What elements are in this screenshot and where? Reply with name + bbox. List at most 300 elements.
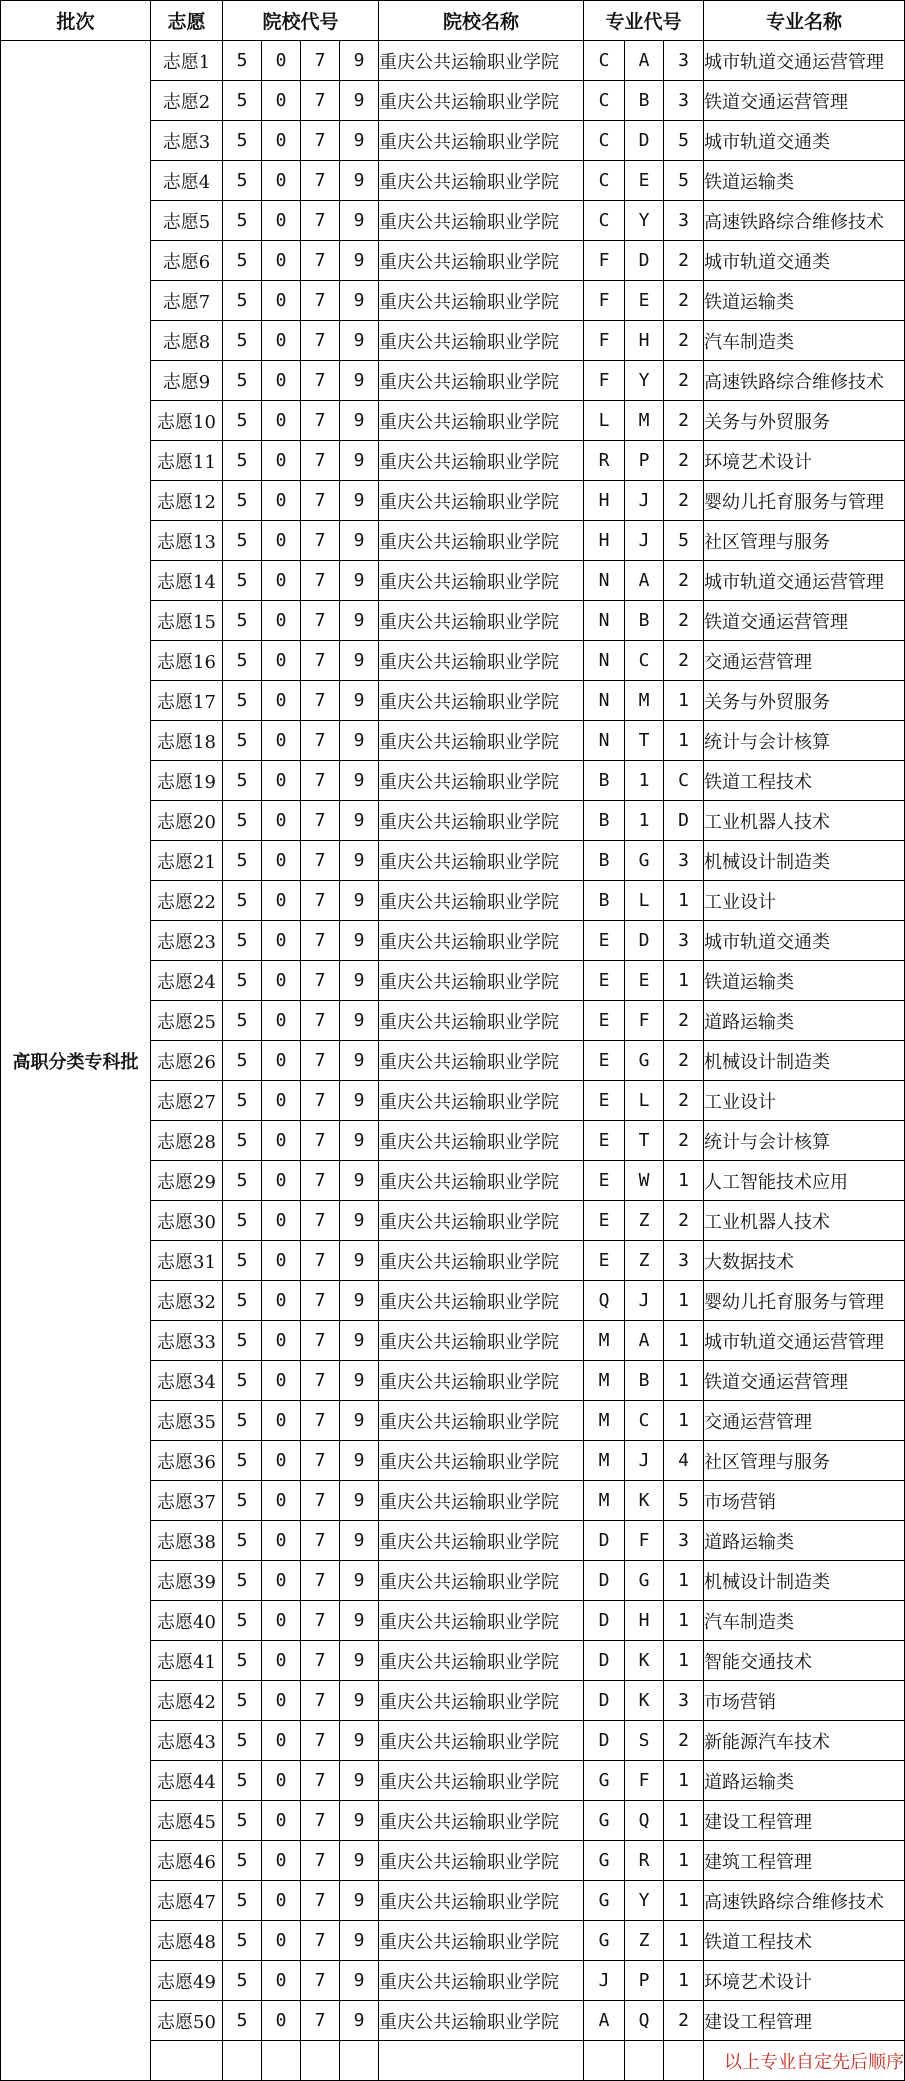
order-cell: 志愿15 [151,601,223,641]
school-code-digit: 7 [301,1441,340,1481]
order-cell: 志愿32 [151,1281,223,1321]
major-code-char: M [625,681,664,721]
school-code-digit: 7 [301,1161,340,1201]
school-code-digit: 5 [223,1161,262,1201]
order-cell: 志愿50 [151,2001,223,2041]
school-code-digit: 7 [301,921,340,961]
major-name-cell: 铁道交通运营管理 [704,81,905,121]
major-code-char: P [625,1961,664,2001]
major-code-char: D [584,1721,625,1761]
major-code-char: E [584,1201,625,1241]
school-code-digit: 9 [340,41,379,81]
school-code-digit: 5 [223,1441,262,1481]
school-code-digit: 9 [340,721,379,761]
school-code-digit: 0 [262,1921,301,1961]
school-code-digit: 7 [301,641,340,681]
school-code-digit: 9 [340,361,379,401]
school-code-digit: 0 [262,481,301,521]
school-code-digit: 5 [223,1281,262,1321]
major-code-char: 5 [664,1481,704,1521]
school-code-digit: 5 [223,2001,262,2041]
major-name-cell: 铁道工程技术 [704,1921,905,1961]
order-cell: 志愿8 [151,321,223,361]
school-code-digit: 9 [340,1201,379,1241]
order-cell: 志愿17 [151,681,223,721]
major-code-char: 5 [664,161,704,201]
major-code-char: F [584,281,625,321]
major-name-cell: 城市轨道交通类 [704,921,905,961]
school-code-digit: 9 [340,1401,379,1441]
header-school-code: 院校代号 [223,1,379,41]
school-code-digit: 0 [262,281,301,321]
school-code-digit: 9 [340,1441,379,1481]
school-code-digit: 7 [301,1121,340,1161]
school-code-digit: 5 [223,1561,262,1601]
school-code-digit: 0 [262,441,301,481]
major-code-char: A [625,41,664,81]
order-cell: 志愿26 [151,1041,223,1081]
school-code-digit: 0 [262,1361,301,1401]
school-code-digit: 0 [262,401,301,441]
major-code-char: 3 [664,841,704,881]
school-code-digit: 5 [223,1841,262,1881]
major-code-char: F [625,1521,664,1561]
major-code-char: 1 [664,1161,704,1201]
major-code-char: E [584,1081,625,1121]
school-code-digit: 0 [262,41,301,81]
school-code-digit: 0 [262,1441,301,1481]
school-code-digit: 5 [223,921,262,961]
school-code-digit: 0 [262,201,301,241]
order-cell: 志愿46 [151,1841,223,1881]
major-code-char: E [584,1161,625,1201]
school-code-digit: 0 [262,1841,301,1881]
school-code-digit: 9 [340,1081,379,1121]
batch-cell: 高职分类专科批 [1,41,151,2081]
major-name-cell: 城市轨道交通类 [704,241,905,281]
school-code-digit: 0 [262,1681,301,1721]
order-cell: 志愿5 [151,201,223,241]
school-code-digit: 9 [340,201,379,241]
school-code-digit: 7 [301,1961,340,2001]
school-code-digit: 5 [223,81,262,121]
major-code-char: N [584,561,625,601]
major-code-char: T [625,1121,664,1161]
empty-cell [223,2041,262,2081]
major-code-char: J [625,1281,664,1321]
major-name-cell: 机械设计制造类 [704,841,905,881]
order-cell: 志愿37 [151,1481,223,1521]
school-name-cell: 重庆公共运输职业学院 [379,841,584,881]
school-code-digit: 0 [262,561,301,601]
school-code-digit: 9 [340,241,379,281]
major-code-char: R [584,441,625,481]
school-code-digit: 0 [262,1481,301,1521]
school-name-cell: 重庆公共运输职业学院 [379,1321,584,1361]
major-name-cell: 铁道运输类 [704,161,905,201]
order-cell: 志愿42 [151,1681,223,1721]
school-code-digit: 0 [262,1561,301,1601]
major-code-char: E [625,961,664,1001]
school-code-digit: 9 [340,1681,379,1721]
major-code-char: D [625,921,664,961]
school-name-cell: 重庆公共运输职业学院 [379,121,584,161]
school-name-cell: 重庆公共运输职业学院 [379,1521,584,1561]
major-code-char: C [584,121,625,161]
order-cell: 志愿34 [151,1361,223,1401]
school-name-cell: 重庆公共运输职业学院 [379,1241,584,1281]
major-code-char: C [664,761,704,801]
school-code-digit: 9 [340,161,379,201]
school-name-cell: 重庆公共运输职业学院 [379,1601,584,1641]
major-code-char: Z [625,1921,664,1961]
school-code-digit: 0 [262,1641,301,1681]
order-cell: 志愿2 [151,81,223,121]
major-code-char: G [625,1041,664,1081]
school-code-digit: 9 [340,1921,379,1961]
school-code-digit: 5 [223,1401,262,1441]
major-code-char: Y [625,361,664,401]
major-name-cell: 社区管理与服务 [704,1441,905,1481]
school-code-digit: 5 [223,841,262,881]
school-name-cell: 重庆公共运输职业学院 [379,521,584,561]
school-code-digit: 5 [223,1001,262,1041]
school-code-digit: 0 [262,1161,301,1201]
school-name-cell: 重庆公共运输职业学院 [379,1921,584,1961]
major-name-cell: 工业设计 [704,1081,905,1121]
school-code-digit: 5 [223,121,262,161]
order-cell: 志愿45 [151,1801,223,1841]
school-code-digit: 0 [262,1121,301,1161]
major-code-char: Y [625,1881,664,1921]
header-order: 志愿 [151,1,223,41]
major-code-char: C [625,641,664,681]
major-code-char: Z [625,1241,664,1281]
major-name-cell: 道路运输类 [704,1521,905,1561]
major-name-cell: 关务与外贸服务 [704,681,905,721]
school-code-digit: 7 [301,1201,340,1241]
major-code-char: E [584,1241,625,1281]
order-cell: 志愿24 [151,961,223,1001]
major-code-char: 1 [664,1401,704,1441]
school-name-cell: 重庆公共运输职业学院 [379,1481,584,1521]
major-code-char: M [584,1441,625,1481]
major-code-char: 1 [664,1321,704,1361]
major-code-char: 1 [664,721,704,761]
major-code-char: C [584,161,625,201]
order-cell: 志愿22 [151,881,223,921]
order-cell: 志愿31 [151,1241,223,1281]
major-code-char: F [584,241,625,281]
order-cell: 志愿1 [151,41,223,81]
major-code-char: 3 [664,1521,704,1561]
major-code-char: 1 [664,1961,704,2001]
major-name-cell: 高速铁路综合维修技术 [704,361,905,401]
school-code-digit: 9 [340,1001,379,1041]
major-name-cell: 道路运输类 [704,1001,905,1041]
school-code-digit: 0 [262,161,301,201]
school-name-cell: 重庆公共运输职业学院 [379,1401,584,1441]
order-cell: 志愿30 [151,1201,223,1241]
school-code-digit: 0 [262,1041,301,1081]
major-code-char: D [584,1601,625,1641]
major-code-char: Q [625,2001,664,2041]
school-code-digit: 7 [301,161,340,201]
empty-cell [625,2041,664,2081]
school-code-digit: 0 [262,1201,301,1241]
major-code-char: 2 [664,601,704,641]
major-code-char: 2 [664,641,704,681]
school-code-digit: 7 [301,401,340,441]
major-code-char: C [584,201,625,241]
school-code-digit: 5 [223,641,262,681]
school-code-digit: 7 [301,441,340,481]
school-code-digit: 9 [340,281,379,321]
school-name-cell: 重庆公共运输职业学院 [379,1761,584,1801]
school-code-digit: 0 [262,1801,301,1841]
major-code-char: G [625,1561,664,1601]
major-code-char: D [584,1561,625,1601]
major-code-char: 1 [664,1761,704,1801]
major-code-char: C [584,41,625,81]
order-cell: 志愿7 [151,281,223,321]
order-cell: 志愿39 [151,1561,223,1601]
school-code-digit: 0 [262,1081,301,1121]
major-code-char: B [584,881,625,921]
major-name-cell: 智能交通技术 [704,1641,905,1681]
school-code-digit: 5 [223,1641,262,1681]
major-name-cell: 统计与会计核算 [704,721,905,761]
major-code-char: D [584,1681,625,1721]
major-name-cell: 统计与会计核算 [704,1121,905,1161]
order-cell: 志愿44 [151,1761,223,1801]
school-code-digit: 9 [340,1041,379,1081]
major-code-char: 1 [664,1881,704,1921]
school-code-digit: 5 [223,1761,262,1801]
major-code-char: 2 [664,1201,704,1241]
school-code-digit: 7 [301,1881,340,1921]
major-code-char: P [625,441,664,481]
school-code-digit: 0 [262,681,301,721]
major-code-char: 1 [664,961,704,1001]
school-code-digit: 5 [223,1081,262,1121]
major-code-char: G [584,1761,625,1801]
school-code-digit: 9 [340,1481,379,1521]
major-code-char: 2 [664,281,704,321]
major-code-char: K [625,1641,664,1681]
major-code-char: 2 [664,321,704,361]
school-code-digit: 0 [262,1521,301,1561]
school-code-digit: 5 [223,1681,262,1721]
school-code-digit: 5 [223,281,262,321]
major-code-char: B [584,761,625,801]
empty-cell [584,2041,625,2081]
order-cell: 志愿25 [151,1001,223,1041]
major-code-char: Q [625,1801,664,1841]
school-code-digit: 7 [301,1081,340,1121]
major-code-char: 3 [664,921,704,961]
school-code-digit: 5 [223,1041,262,1081]
major-code-char: D [584,1641,625,1681]
school-code-digit: 5 [223,681,262,721]
major-code-char: 1 [625,761,664,801]
school-name-cell: 重庆公共运输职业学院 [379,41,584,81]
school-code-digit: 7 [301,841,340,881]
order-cell: 志愿10 [151,401,223,441]
table-row [1,41,905,81]
major-code-char: G [584,1841,625,1881]
major-code-char: A [625,561,664,601]
school-code-digit: 9 [340,441,379,481]
school-name-cell: 重庆公共运输职业学院 [379,1121,584,1161]
major-code-char: 2 [664,1041,704,1081]
school-code-digit: 0 [262,1001,301,1041]
school-name-cell: 重庆公共运输职业学院 [379,1641,584,1681]
major-name-cell: 机械设计制造类 [704,1041,905,1081]
school-code-digit: 5 [223,601,262,641]
major-name-cell: 汽车制造类 [704,321,905,361]
school-code-digit: 0 [262,121,301,161]
major-code-char: J [625,1441,664,1481]
school-code-digit: 9 [340,321,379,361]
major-code-char: Q [584,1281,625,1321]
major-name-cell: 机械设计制造类 [704,1561,905,1601]
school-code-digit: 5 [223,321,262,361]
school-code-digit: 9 [340,121,379,161]
major-code-char: 2 [664,241,704,281]
school-code-digit: 9 [340,801,379,841]
school-code-digit: 0 [262,1601,301,1641]
school-name-cell: 重庆公共运输职业学院 [379,921,584,961]
school-code-digit: 9 [340,1961,379,2001]
major-code-char: E [584,1001,625,1041]
school-code-digit: 5 [223,1321,262,1361]
header-major-name: 专业名称 [704,1,905,41]
major-code-char: 2 [664,361,704,401]
school-name-cell: 重庆公共运输职业学院 [379,1681,584,1721]
school-code-digit: 7 [301,1521,340,1561]
school-code-digit: 7 [301,1481,340,1521]
school-code-digit: 0 [262,1881,301,1921]
school-code-digit: 0 [262,521,301,561]
major-name-cell: 婴幼儿托育服务与管理 [704,481,905,521]
school-code-digit: 9 [340,841,379,881]
major-code-char: R [625,1841,664,1881]
major-name-cell: 铁道交通运营管理 [704,601,905,641]
school-name-cell: 重庆公共运输职业学院 [379,1801,584,1841]
major-code-char: 1 [664,1641,704,1681]
empty-cell [151,2041,223,2081]
school-code-digit: 7 [301,1641,340,1681]
major-code-char: H [625,321,664,361]
school-code-digit: 9 [340,1121,379,1161]
school-code-digit: 0 [262,641,301,681]
order-cell: 志愿29 [151,1161,223,1201]
school-code-digit: 0 [262,2001,301,2041]
school-code-digit: 7 [301,521,340,561]
school-code-digit: 5 [223,1201,262,1241]
school-code-digit: 5 [223,201,262,241]
school-name-cell: 重庆公共运输职业学院 [379,1561,584,1601]
major-name-cell: 人工智能技术应用 [704,1161,905,1201]
school-code-digit: 5 [223,721,262,761]
school-code-digit: 7 [301,1001,340,1041]
school-name-cell: 重庆公共运输职业学院 [379,601,584,641]
school-code-digit: 7 [301,881,340,921]
major-code-char: K [625,1681,664,1721]
school-name-cell: 重庆公共运输职业学院 [379,161,584,201]
major-code-char: H [584,521,625,561]
major-code-char: 1 [664,1801,704,1841]
major-name-cell: 交通运营管理 [704,641,905,681]
major-code-char: 3 [664,1681,704,1721]
major-code-char: F [625,1001,664,1041]
major-name-cell: 城市轨道交通类 [704,121,905,161]
school-code-digit: 9 [340,1841,379,1881]
school-name-cell: 重庆公共运输职业学院 [379,1201,584,1241]
school-name-cell: 重庆公共运输职业学院 [379,1081,584,1121]
empty-cell [379,2041,584,2081]
order-cell: 志愿14 [151,561,223,601]
major-code-char: A [625,1321,664,1361]
school-name-cell: 重庆公共运输职业学院 [379,481,584,521]
order-cell: 志愿16 [151,641,223,681]
order-cell: 志愿21 [151,841,223,881]
school-code-digit: 7 [301,1761,340,1801]
major-code-char: 5 [664,521,704,561]
school-code-digit: 9 [340,1881,379,1921]
school-code-digit: 9 [340,681,379,721]
major-code-char: 2 [664,2001,704,2041]
empty-cell [340,2041,379,2081]
major-name-cell: 交通运营管理 [704,1401,905,1441]
order-cell: 志愿49 [151,1961,223,2001]
major-code-char: C [584,81,625,121]
major-name-cell: 高速铁路综合维修技术 [704,201,905,241]
school-code-digit: 5 [223,961,262,1001]
major-name-cell: 汽车制造类 [704,1601,905,1641]
major-code-char: K [625,1481,664,1521]
order-cell: 志愿38 [151,1521,223,1561]
major-code-char: E [584,1121,625,1161]
school-name-cell: 重庆公共运输职业学院 [379,1881,584,1921]
major-code-char: M [584,1401,625,1441]
school-code-digit: 5 [223,1921,262,1961]
school-code-digit: 7 [301,1921,340,1961]
major-code-char: 5 [664,121,704,161]
major-code-char: 2 [664,561,704,601]
major-code-char: 3 [664,81,704,121]
major-code-char: E [625,281,664,321]
order-cell: 志愿6 [151,241,223,281]
major-code-char: E [584,921,625,961]
major-code-char: N [584,721,625,761]
school-name-cell: 重庆公共运输职业学院 [379,441,584,481]
major-code-char: E [584,961,625,1001]
school-code-digit: 7 [301,1321,340,1361]
school-name-cell: 重庆公共运输职业学院 [379,1361,584,1401]
school-code-digit: 7 [301,1601,340,1641]
school-name-cell: 重庆公共运输职业学院 [379,201,584,241]
school-code-digit: 9 [340,1361,379,1401]
major-code-char: D [625,121,664,161]
school-code-digit: 7 [301,1361,340,1401]
major-code-char: G [584,1921,625,1961]
school-name-cell: 重庆公共运输职业学院 [379,761,584,801]
school-code-digit: 0 [262,1401,301,1441]
major-name-cell: 关务与外贸服务 [704,401,905,441]
order-cell: 志愿9 [151,361,223,401]
